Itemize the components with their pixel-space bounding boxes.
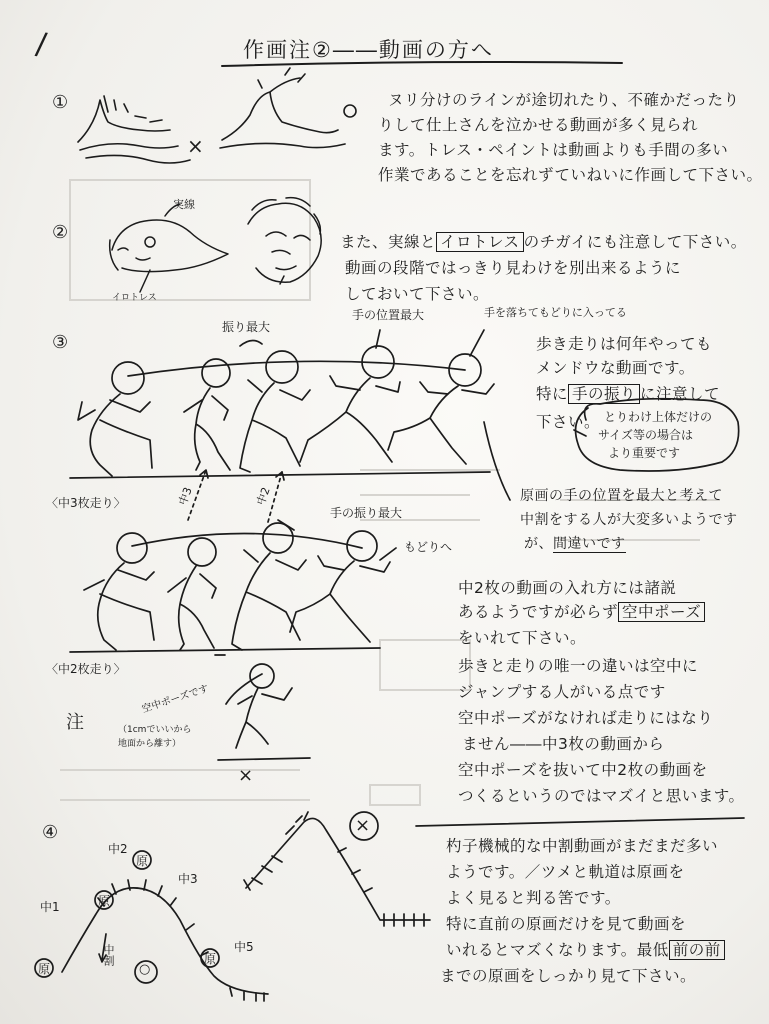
walk-note-line-3-b: に注意して bbox=[640, 385, 721, 403]
good-mark: ○ bbox=[139, 962, 151, 977]
section-1-line-1: ヌリ分けのラインが途切れたり、不確かだったり bbox=[388, 91, 740, 109]
genga-label-3: 原 bbox=[204, 952, 217, 966]
previous-previous-box: 前の前 bbox=[669, 940, 725, 960]
walk-run-line-5: 空中ポーズを抜いて中2枚の動画を bbox=[458, 761, 708, 779]
label-irotoresu: イロトレス bbox=[112, 293, 157, 303]
genga-label-2: 原 bbox=[136, 854, 149, 868]
section-2-line-1-a: また、実線と bbox=[340, 233, 437, 251]
walk-note-line-1: 歩き走りは何年やっても bbox=[536, 335, 713, 353]
section-1-line-3: ます。トレス・ペイントは動画よりも手間の多い bbox=[378, 141, 729, 159]
nakawari-label: 中割 bbox=[102, 944, 115, 966]
hand-swing-box: 手の振り bbox=[568, 384, 640, 404]
wrong-mark-air: × bbox=[238, 765, 254, 786]
label-return: もどりへ bbox=[404, 540, 453, 554]
label-hand-swing-max: 手の振り最大 bbox=[330, 506, 403, 520]
section-4-line-4: 特に直前の原画だけを見て動画を bbox=[446, 915, 687, 933]
air-pose-sub-2: 地面から離す） bbox=[118, 739, 182, 749]
section-4-line-1: 杓子機械的な中割動画がまだまだ多い bbox=[446, 837, 719, 855]
walk-run-line-3: 空中ポーズがなければ走りにはなり bbox=[458, 709, 714, 727]
section-4-line-5 bbox=[446, 938, 725, 962]
air-pose-line-2-a: あるようですが必らず bbox=[458, 603, 619, 621]
section-3-number: ③ bbox=[52, 332, 69, 353]
naka-3-label: 中3 bbox=[178, 872, 198, 886]
label-fall-return: 手を落ちてもどりに入ってる bbox=[484, 306, 627, 319]
wrong-mark-1: × bbox=[187, 134, 205, 158]
section-4-line-3: よく見ると判る筈です。 bbox=[446, 889, 621, 907]
irotoresu-box: イロトレス bbox=[436, 232, 524, 252]
section-4-line-2: ようです。／ツメと軌道は原画を bbox=[446, 863, 685, 881]
title-number: ② bbox=[312, 38, 333, 62]
label-hand-position-max: 手の位置最大 bbox=[352, 308, 425, 322]
walk-run-line-4: ません――中3枚の動画から bbox=[462, 735, 665, 753]
hand-note-line-3-a: が、 bbox=[524, 536, 553, 552]
bubble-line-1: とりわけ上体だけの bbox=[604, 410, 713, 424]
air-pose-line-3: をいれて下さい。 bbox=[458, 629, 587, 647]
air-pose-box: 空中ポーズ bbox=[618, 602, 705, 622]
walk-run-line-1: 歩きと走りの唯一の違いは空中に bbox=[458, 657, 699, 675]
title-suffix: ――動画の方へ bbox=[332, 38, 494, 62]
walk-note-line-4: 下さい。 bbox=[536, 413, 601, 431]
arrow-label-naka3: 中3 bbox=[176, 485, 195, 507]
section-2-line-2: 動画の段階ではっきり見わけを別出来るように bbox=[345, 259, 682, 277]
bad-mark: × bbox=[355, 815, 371, 836]
label-jissen: 実線 bbox=[173, 198, 195, 211]
walk-note-line-2: メンドウな動画です。 bbox=[536, 359, 695, 377]
naka-1-label: 中1 bbox=[40, 900, 60, 914]
label-swing-max: 振り最大 bbox=[222, 320, 271, 334]
title-prefix: 作画注 bbox=[243, 38, 312, 62]
air-pose-label: 空中ポーズです bbox=[140, 683, 211, 716]
naka-2-label: 中2 bbox=[108, 842, 128, 856]
section-2-line-1-b: のチガイにも注意して下さい。 bbox=[523, 233, 747, 251]
mistake-underlined: 間違いです bbox=[553, 536, 626, 552]
slash-mark: / bbox=[33, 26, 50, 63]
label-3-frame-run: 〈中3枚走り〉 bbox=[46, 496, 126, 510]
naka-5-label: 中5 bbox=[234, 940, 254, 954]
air-pose-sub-1: （1cmでいいから bbox=[118, 725, 192, 735]
section-2-number: ② bbox=[52, 222, 69, 243]
section-4-number: ④ bbox=[42, 822, 59, 843]
hand-note-line-1: 原画の手の位置を最大と考えて bbox=[520, 488, 723, 504]
section-4-line-6: までの原画をしっかり見て下さい。 bbox=[440, 967, 697, 985]
section-1-line-4: 作業であることを忘れずていねいに作画して下さい。 bbox=[378, 166, 763, 184]
genga-label-1: 原 bbox=[98, 894, 111, 908]
walk-run-line-2: ジャンプする人がいる点です bbox=[458, 683, 666, 701]
note-marker: 注 bbox=[66, 712, 84, 733]
section-1-number: ① bbox=[52, 92, 69, 113]
genga-label-4: 原 bbox=[38, 962, 51, 976]
section-1-line-2: りして仕上さんを泣かせる動画が多く見られ bbox=[378, 116, 699, 134]
arrow-label-naka2: 中2 bbox=[254, 485, 273, 507]
hand-note-line-2: 中割をする人が大変多いようです bbox=[520, 512, 738, 528]
walk-run-line-6: つくるというのではマズイと思います。 bbox=[458, 787, 745, 805]
section-4-line-5-a: いれるとマズくなります。最低 bbox=[446, 941, 669, 959]
bubble-line-3: より重要です bbox=[608, 446, 681, 460]
walk-note-line-3-a: 特に bbox=[536, 385, 569, 403]
label-2-frame-run: 〈中2枚走り〉 bbox=[46, 662, 126, 676]
section-2-line-3: しておいて下さい。 bbox=[345, 285, 490, 303]
bubble-line-2: サイズ等の場合は bbox=[598, 428, 694, 442]
air-pose-line-1: 中2枚の動画の入れ方には諸説 bbox=[458, 579, 677, 597]
